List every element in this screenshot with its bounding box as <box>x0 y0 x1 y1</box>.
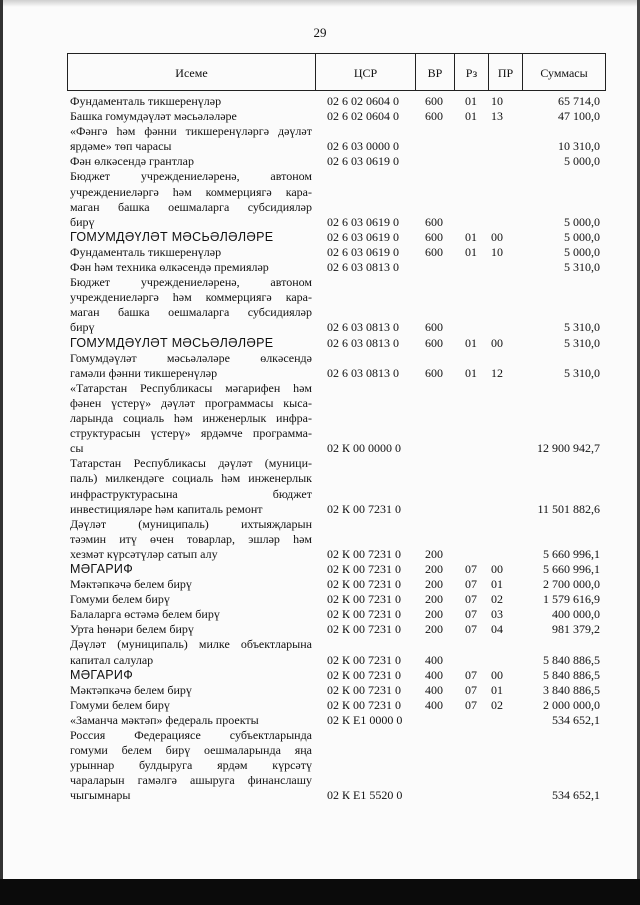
row-sum: 5 660 996,1 <box>543 562 600 576</box>
row-name <box>70 698 312 713</box>
table-row <box>0 381 640 457</box>
row-name <box>70 351 312 381</box>
row-pr: 00 <box>491 562 503 576</box>
row-sum: 1 579 616,9 <box>543 592 600 607</box>
row-csr: 02 6 03 0813 0 <box>327 260 399 275</box>
row-csr: 02 К Е1 0000 0 <box>327 712 403 727</box>
table-row <box>0 728 640 804</box>
row-name-line: инфраструктурасына бюджет <box>70 486 312 501</box>
row-csr: 02 6 03 0000 0 <box>327 139 399 154</box>
row-name-line: Бюджет учреждениеләренә, автоном <box>70 169 312 184</box>
table-row <box>0 109 640 124</box>
table-row <box>0 169 640 229</box>
table-row <box>0 713 640 728</box>
row-csr: 02 К 00 7231 0 <box>327 682 402 697</box>
row-name-line: учреждениеләргә һәм коммерциягә кара- <box>70 290 312 305</box>
row-name-line: бирү <box>70 214 95 229</box>
table-row <box>0 592 640 607</box>
row-name <box>70 94 312 109</box>
row-name-line: Дәүләт (муниципаль) милке объектларына <box>70 637 312 652</box>
table-row <box>0 124 640 154</box>
row-name-line: Гомуми белем бирү <box>70 697 170 712</box>
row-name-line: бирү <box>70 320 95 335</box>
row-name-line: фәнен үстерү» дәүләт программасы кыса- <box>70 395 312 410</box>
row-rz: 01 <box>465 365 477 380</box>
row-vr: 400 <box>425 652 443 667</box>
row-csr: 02 К 00 7231 0 <box>327 607 402 622</box>
row-vr: 200 <box>425 546 443 561</box>
row-name-line: чараларын гамәлгә ашыруга финанслашу <box>70 773 312 788</box>
table-row <box>0 456 640 516</box>
row-name-line: Дәүләт (муниципаль) ихтыяҗларын <box>70 516 312 531</box>
table-row <box>0 562 640 577</box>
row-csr: 02 К 00 7231 0 <box>327 622 402 637</box>
row-csr: 02 6 02 0604 0 <box>327 109 399 124</box>
row-rz: 07 <box>465 622 477 637</box>
row-vr: 600 <box>425 229 443 244</box>
row-pr: 00 <box>491 335 503 350</box>
row-sum: 5 310,0 <box>564 365 600 380</box>
row-sum: 10 310,0 <box>558 139 600 154</box>
table-row <box>0 94 640 109</box>
row-name <box>70 230 312 245</box>
row-pr: 02 <box>491 592 503 607</box>
row-pr: 13 <box>491 109 503 124</box>
row-name-line: Гомуми белем бирү <box>70 592 170 607</box>
row-name-line: тәэмин итү өчен товарлар, эшләр һәм <box>70 531 312 546</box>
row-sum: 5 000,0 <box>564 244 600 259</box>
table-row <box>0 260 640 275</box>
row-csr: 02 6 03 0619 0 <box>327 214 399 229</box>
row-name-line: МӘГАРИФ <box>70 562 134 576</box>
row-name-line: Гомумдәүләт мәсьәләләре өлкәсендә <box>70 350 312 365</box>
table-header <box>67 53 606 91</box>
table-row <box>0 230 640 245</box>
row-csr: 02 6 03 0619 0 <box>327 229 399 244</box>
row-rz: 01 <box>465 109 477 124</box>
row-name <box>70 577 312 592</box>
row-name-line: учреждениеләргә һәм коммерциягә кара- <box>70 184 312 199</box>
row-name <box>70 124 312 154</box>
row-rz: 07 <box>465 562 477 576</box>
row-pr: 12 <box>491 365 503 380</box>
table-row <box>0 622 640 637</box>
row-name-line: Башка гомумдәүләт мәсьәләләре <box>70 109 237 124</box>
header-csr: ЦСР <box>316 54 416 90</box>
row-sum: 534 652,1 <box>552 712 600 727</box>
row-name <box>70 245 312 260</box>
row-vr: 600 <box>425 335 443 350</box>
row-name-line: ларында социаль һәм инженерлык инфра- <box>70 411 312 425</box>
row-name-line: гамәли фәнни тикшеренүләр <box>70 365 218 380</box>
row-name-line: МӘГАРИФ <box>70 667 134 682</box>
table-row <box>0 668 640 683</box>
row-name <box>70 622 312 637</box>
row-name <box>70 607 312 622</box>
row-csr: 02 К 00 7231 0 <box>327 697 402 712</box>
scan-shadow-top <box>0 0 640 7</box>
table-row <box>0 683 640 698</box>
row-name-line: Мәктәпкәчә белем бирү <box>70 682 192 697</box>
row-name <box>70 637 312 667</box>
table-row <box>0 245 640 260</box>
row-name-line: структурасын үстерү» ярдәмче программа- <box>70 426 312 441</box>
row-pr: 00 <box>491 667 503 682</box>
row-pr: 00 <box>491 229 503 244</box>
row-name <box>70 169 312 229</box>
header-pr: ПР <box>489 54 523 90</box>
row-name-line: ГОМУМДӘҮЛӘТ МӘСЬӘЛӘЛӘРЕ <box>70 229 274 244</box>
row-csr: 02 К 00 0000 0 <box>327 441 402 456</box>
row-pr: 04 <box>491 622 503 637</box>
row-vr: 600 <box>425 365 443 380</box>
row-name <box>70 517 312 562</box>
table-row <box>0 698 640 713</box>
row-vr: 400 <box>425 667 443 682</box>
row-name-line: Фән һәм техника өлкәсендә премияләр <box>70 260 269 275</box>
row-name-line: ГОМУМДӘҮЛӘТ МӘСЬӘЛӘЛӘРЕ <box>70 335 274 350</box>
table-row <box>0 336 640 351</box>
row-csr: 02 К 00 7231 0 <box>327 562 402 576</box>
row-name-line: гомуми белем бирү оешмаларында яңа <box>70 743 312 758</box>
row-vr: 200 <box>425 622 443 637</box>
row-name <box>70 260 312 275</box>
row-csr: 02 К 00 7231 0 <box>327 577 402 592</box>
row-name-line: Россия Федерациясе субъектларында <box>70 728 312 743</box>
row-name <box>70 728 312 803</box>
row-name <box>70 336 312 351</box>
row-rz: 07 <box>465 697 477 712</box>
row-name <box>70 592 312 607</box>
row-csr: 02 6 03 0619 0 <box>327 244 399 259</box>
row-sum: 5 310,0 <box>564 320 600 335</box>
row-rz: 01 <box>465 335 477 350</box>
row-name-line: Татарстан Республикасы дәүләт (муници- <box>70 456 312 471</box>
row-vr: 200 <box>425 562 443 576</box>
table-body <box>0 94 640 804</box>
row-name-line: «Татарстан Республикасы мәгарифен һәм <box>70 380 312 395</box>
row-sum: 47 100,0 <box>558 109 600 124</box>
row-name-line: паль) милкендәге социаль һәм инженерлык <box>70 471 312 486</box>
row-rz: 07 <box>465 592 477 607</box>
table-row <box>0 154 640 169</box>
row-sum: 12 900 942,7 <box>537 441 600 456</box>
row-sum: 981 379,2 <box>552 622 600 637</box>
row-sum: 2 700 000,0 <box>543 577 600 592</box>
row-name <box>70 456 312 516</box>
table-row <box>0 607 640 622</box>
row-name-line: чыгымнары <box>70 788 131 803</box>
row-csr: 02 К 00 7231 0 <box>327 501 402 516</box>
row-sum: 5 840 886,5 <box>543 652 600 667</box>
row-sum: 3 840 886,5 <box>543 682 600 697</box>
row-csr: 02 6 03 0813 0 <box>327 365 399 380</box>
row-name <box>70 683 312 698</box>
row-rz: 07 <box>465 607 477 622</box>
table-row <box>0 517 640 562</box>
row-sum: 400 000,0 <box>552 607 600 622</box>
row-sum: 65 714,0 <box>558 94 600 108</box>
row-name-line: хезмәт күрсәтүләр сатып алу <box>70 546 218 561</box>
row-name <box>70 154 312 169</box>
row-csr: 02 6 03 0619 0 <box>327 154 399 169</box>
header-name: Исеме <box>68 54 316 90</box>
table-row <box>0 351 640 381</box>
row-name-line: «Фәнгә һәм фәнни тикшеренүләргә дәүләт <box>70 124 312 139</box>
row-rz: 07 <box>465 667 477 682</box>
row-name-line: капитал салулар <box>70 652 154 667</box>
row-name <box>70 381 312 456</box>
row-sum: 5 000,0 <box>564 154 600 169</box>
row-pr: 01 <box>491 577 503 592</box>
row-vr: 600 <box>425 109 443 124</box>
header-rz: Рз <box>455 54 489 90</box>
row-csr: 02 К 00 7231 0 <box>327 652 402 667</box>
row-csr: 02 К 00 7231 0 <box>327 592 402 607</box>
row-csr: 02 6 03 0813 0 <box>327 335 399 350</box>
table-row <box>0 577 640 592</box>
row-csr: 02 6 03 0813 0 <box>327 320 399 335</box>
row-name-line: урыннар булдыруга ярдәм күрсәтү <box>70 758 312 773</box>
row-rz: 01 <box>465 94 477 108</box>
row-name-line: Бюджет учреждениеләренә, автоном <box>70 275 312 290</box>
header-sum: Суммасы <box>540 66 588 80</box>
row-name-line: Фундаменталь тикшеренүләр <box>70 94 222 108</box>
row-csr: 02 К Е1 5520 0 <box>327 788 403 803</box>
row-name-line: маган башка оешмаларга субсидияләр <box>70 199 312 214</box>
table-row <box>0 637 640 667</box>
row-pr: 01 <box>491 682 503 697</box>
row-sum: 5 310,0 <box>564 260 600 275</box>
row-pr: 10 <box>491 244 503 259</box>
row-vr: 600 <box>425 320 443 335</box>
row-sum: 5 840 886,5 <box>543 667 600 682</box>
row-name-line: Урта һөнәри белем бирү <box>70 622 194 637</box>
row-rz: 01 <box>465 229 477 244</box>
row-name <box>70 713 312 728</box>
row-name-line: Балаларга өстәмә белем бирү <box>70 607 220 622</box>
row-rz: 07 <box>465 682 477 697</box>
row-sum: 11 501 882,6 <box>537 501 600 516</box>
row-rz: 07 <box>465 577 477 592</box>
row-sum: 5 660 996,1 <box>543 546 600 561</box>
row-name <box>70 562 312 577</box>
row-csr: 02 К 00 7231 0 <box>327 667 402 682</box>
row-name-line: «Заманча мәктәп» федераль проекты <box>70 712 259 727</box>
row-name <box>70 668 312 683</box>
row-name <box>70 275 312 335</box>
row-name-line: инвестицияләре һәм капиталь ремонт <box>70 501 263 516</box>
row-vr: 600 <box>425 214 443 229</box>
row-name-line: Фән өлкәсендә грантлар <box>70 154 194 169</box>
row-vr: 200 <box>425 607 443 622</box>
row-name-line: Фундаменталь тикшеренүләр <box>70 244 222 259</box>
row-name <box>70 109 312 124</box>
header-vr: ВР <box>416 54 455 90</box>
row-pr: 03 <box>491 607 503 622</box>
row-vr: 600 <box>425 94 443 108</box>
row-name-line: сы <box>70 441 84 456</box>
row-csr: 02 К 00 7231 0 <box>327 546 402 561</box>
row-vr: 600 <box>425 244 443 259</box>
row-csr: 02 6 02 0604 0 <box>327 94 399 108</box>
row-name-line: маган башка оешмаларга субсидияләр <box>70 305 312 320</box>
row-vr: 400 <box>425 697 443 712</box>
row-sum: 534 652,1 <box>552 788 600 803</box>
row-name-line: ярдәме» төп чарасы <box>70 139 172 154</box>
page-number: 29 <box>313 25 327 40</box>
scan-edge-bottom <box>0 879 640 905</box>
row-pr: 10 <box>491 94 503 108</box>
row-name-line: Мәктәпкәчә белем бирү <box>70 577 192 592</box>
row-sum: 5 000,0 <box>564 229 600 244</box>
row-pr: 02 <box>491 697 503 712</box>
row-vr: 200 <box>425 592 443 607</box>
row-vr: 400 <box>425 682 443 697</box>
row-vr: 200 <box>425 577 443 592</box>
row-sum: 2 000 000,0 <box>543 697 600 712</box>
row-sum: 5 000,0 <box>564 214 600 229</box>
table-row <box>0 275 640 335</box>
row-sum: 5 310,0 <box>564 335 600 350</box>
row-rz: 01 <box>465 244 477 259</box>
